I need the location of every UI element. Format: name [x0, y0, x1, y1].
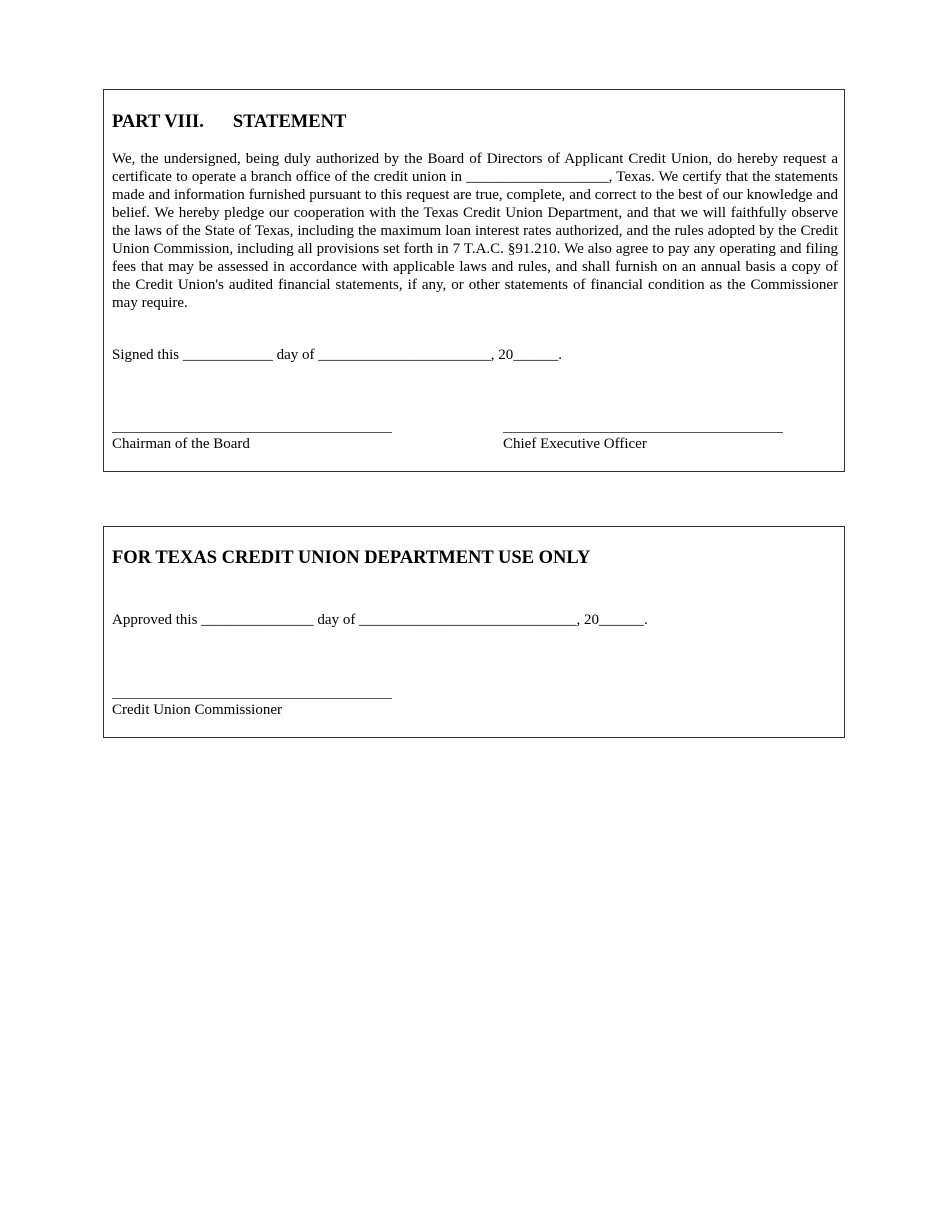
- ceo-signature-label: Chief Executive Officer: [503, 436, 647, 452]
- statement-section: [103, 89, 845, 472]
- statement-body: We, the undersigned, being duly authorized by the Board of Directors of Applicant Credit Union, do hereby request a certificate to operate a branch office of the credit union in ___________________, Texas. We certify that the statements made and information furnished pursuant to this request are true, complete, and correct to the best of our knowledge and belief. We hereby pledge our cooperation with the Texas Credit Union Department, and that we will faithfully observe the laws of the State of Texas, including the maximum loan interest rates authorized, and the rules adopted by the Credit Union Commission, including all provisions set forth in 7 T.A.C. §91.210. We also agree to pay any operating and filing fees that may be assessed in accordance with applicable laws and rules, and shall furnish on an annual basis a copy of the Credit Union's audited financial statements, if any, or other statements of financial condition as the Commissioner may require.: [112, 151, 838, 311]
- approved-date-line: Approved this _______________ day of _____________________________, 20______.: [112, 612, 648, 628]
- ceo-signature-line: [503, 432, 783, 433]
- statement-title: STATEMENT: [232, 112, 347, 132]
- chairman-signature-line: [112, 432, 392, 433]
- commissioner-signature-label: Credit Union Commissioner: [112, 702, 282, 718]
- signed-date-line: Signed this ____________ day of _______________________, 20______.: [112, 347, 562, 363]
- commissioner-signature-line: [112, 698, 392, 699]
- statement-heading: [112, 113, 346, 132]
- department-heading: FOR TEXAS CREDIT UNION DEPARTMENT USE ONLY: [112, 548, 591, 568]
- department-use-section: [103, 526, 845, 738]
- part-number: PART VIII.: [112, 112, 204, 132]
- chairman-signature-label: Chairman of the Board: [112, 436, 250, 452]
